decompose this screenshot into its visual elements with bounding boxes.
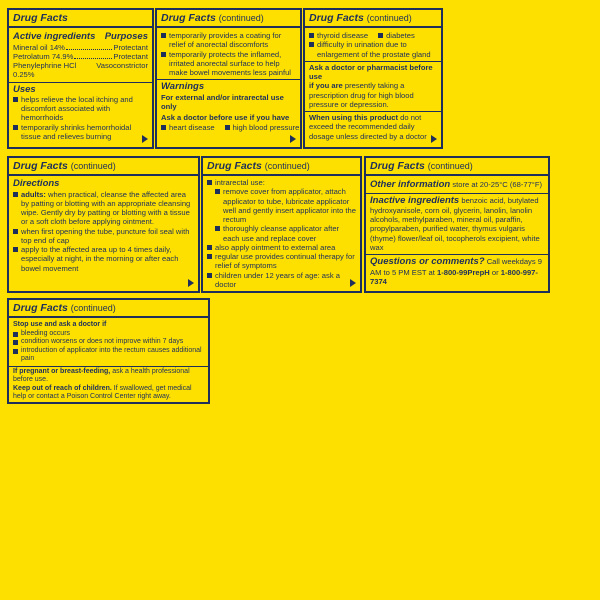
continue-arrow-icon [290, 135, 296, 143]
active-ingredients-section [9, 30, 152, 82]
continue-arrow-icon [350, 279, 356, 287]
ask-pharmacist-heading: Ask a doctor or pharmacist before use [309, 62, 433, 82]
bullet-icon [207, 180, 212, 185]
list-item: also apply ointment to external area [207, 243, 356, 252]
conditions-section [305, 30, 441, 62]
bullet-icon [13, 340, 18, 345]
bullet-icon [13, 97, 18, 102]
inactive-ingredients-section [366, 194, 548, 256]
bullet-icon [13, 332, 18, 337]
list-item: temporarily provides a coating for relief of anorectal discomforts [161, 31, 296, 50]
continue-arrow-icon [431, 135, 437, 143]
list-item: diabetes [378, 31, 415, 40]
bullet-icon [13, 192, 18, 197]
bullet-icon [161, 33, 166, 38]
continue-arrow-icon [142, 135, 148, 143]
panel-title: Drug Facts (continued) [157, 12, 300, 28]
directions-heading: Directions [13, 178, 60, 190]
bullet-icon [378, 33, 383, 38]
questions-text: Call weekdays 9 AM to 5 PM EST at [370, 257, 542, 277]
list-item: difficulty in urination due to enlargement of the prostate gland [309, 40, 437, 59]
bullet-icon [215, 226, 220, 231]
list-item: intrarectal use: [207, 178, 356, 187]
questions-heading: Questions or comments? [370, 256, 485, 268]
bullet-icon [207, 273, 212, 278]
list-item: high blood pressure [225, 123, 300, 132]
phone-number: 1-800-99PrepH [436, 267, 490, 277]
bullet-icon [161, 52, 166, 57]
drug-facts-panel-4 [7, 156, 200, 293]
panel-title: Drug Facts (continued) [305, 12, 441, 28]
panel-title: Drug Facts (continued) [9, 302, 208, 318]
list-item: adults: when practical, cleanse the affected area by patting or blotting with an appropriate cleansing wipe. Gently dry by patting or blotting with a tissue or a soft cloth before applying ointment. [13, 190, 194, 227]
uses-heading: Uses [13, 83, 36, 95]
when-using-section [305, 112, 441, 143]
active-ingredients-heading: Active ingredients [13, 31, 96, 43]
bullet-icon [309, 42, 314, 47]
warnings-heading: Warnings [161, 81, 205, 93]
list-item: bleeding occurs [13, 330, 204, 339]
list-item: when first opening the tube, puncture foil seal with top end of cap [13, 227, 194, 246]
panel-title: Drug Facts [9, 12, 152, 28]
bullet-icon [13, 349, 18, 354]
pregnancy-warning: If pregnant or breast-feeding, ask a health professional before use. [13, 367, 190, 384]
storage-text: store at 20-25°C (68-77°F) [452, 180, 543, 190]
bullet-icon [13, 229, 18, 234]
list-item: regular use provides continual therapy for relief of symptoms [207, 252, 356, 271]
stop-use-heading: Stop use and ask a doctor if [13, 321, 107, 329]
ingredient-row: Phenylephrine HCl 0.25% Vasoconstrictor [13, 61, 148, 80]
drug-facts-panel-1 [7, 8, 154, 149]
other-information-heading: Other information [370, 179, 451, 191]
bullet-icon [225, 125, 230, 130]
continue-arrow-icon [188, 279, 194, 287]
bullet-icon [207, 254, 212, 259]
or-text: or [491, 267, 499, 277]
phone-number: 1-800-997-7374 [370, 267, 538, 286]
ask-pharmacist-section [305, 62, 441, 112]
list-item: heart disease [161, 123, 215, 132]
condition-list [161, 122, 300, 132]
list-item: children under 12 years of age: ask a doctor [207, 271, 356, 290]
pregnancy-section [9, 367, 208, 404]
bullet-icon [13, 247, 18, 252]
ingredient-row: Petrolatum 74.9% Protectant [13, 51, 148, 61]
uses-continued-section [157, 30, 300, 80]
bullet-icon [309, 33, 314, 38]
list-item: introduction of applicator into the rectum causes additional pain [13, 347, 204, 364]
drug-facts-panel-2 [155, 8, 302, 149]
stop-use-section [9, 320, 208, 367]
prescription-warning: if you are presently taking a prescription drug for high blood pressure or depression. [309, 81, 414, 109]
list-item: thoroughly cleanse applicator after each use and replace cover [215, 224, 356, 243]
dosage-warning: When using this product do not exceed the recommended daily dosage unless directed by a doctor [309, 113, 427, 141]
list-item: remove cover from applicator, attach applicator to tube, lubricate applicator well and gently insert applicator into the rectum [215, 187, 356, 224]
bullet-icon [161, 125, 166, 130]
uses-section [9, 83, 152, 144]
list-item: temporarily protects the inflamed, irritated anorectal surface to help make bowel movements less painful [161, 50, 296, 78]
ingredient-row: Mineral oil 14% Protectant [13, 42, 148, 52]
drug-facts-panel-3 [303, 8, 443, 149]
list-item: thyroid disease [309, 31, 368, 40]
drug-facts-panel-6 [364, 156, 550, 293]
condition-list [309, 31, 437, 40]
warnings-subheading: For external and/or intrarectal use only [161, 92, 284, 112]
other-information-section [366, 178, 548, 193]
keep-out-of-reach-warning: Keep out of reach of children. If swallowed, get medical help or contact a Poison Control Center right away. [13, 384, 192, 401]
list-item: helps relieve the local itching and discomfort associated with hemorrhoids [13, 95, 148, 123]
list-item: temporarily shrinks hemorrhoidal tissue and relieves burning [13, 123, 148, 142]
panel-title: Drug Facts (continued) [203, 160, 360, 176]
bullet-icon [207, 245, 212, 250]
purposes-heading: Purposes [104, 31, 148, 43]
drug-facts-panel-5 [201, 156, 362, 293]
list-item: condition worsens or does not improve within 7 days [13, 338, 204, 347]
bullet-icon [215, 189, 220, 194]
ask-doctor-heading: Ask a doctor before use if you have [161, 113, 290, 123]
list-item: apply to the affected area up to 4 times daily, especially at night, in the morning or after each bowel movement [13, 245, 194, 273]
warnings-section [157, 80, 300, 133]
panel-title: Drug Facts (continued) [9, 160, 198, 176]
bullet-icon [13, 125, 18, 130]
drug-facts-panel-7 [7, 298, 210, 404]
questions-section [366, 255, 548, 288]
panel-title: Drug Facts (continued) [366, 160, 548, 176]
inactive-ingredients-heading: Inactive ingredients [370, 194, 460, 206]
inactive-ingredients-text: benzoic acid, butylated hydroxyanisole, corn oil, glycerin, lanolin, lanolin alcohols, methylparaben, mineral oil, paraffin, propylparaben, purified water, thymus vulgaris (thyme) flower/leaf oil, tocopherols excipient, white wax [370, 195, 540, 252]
